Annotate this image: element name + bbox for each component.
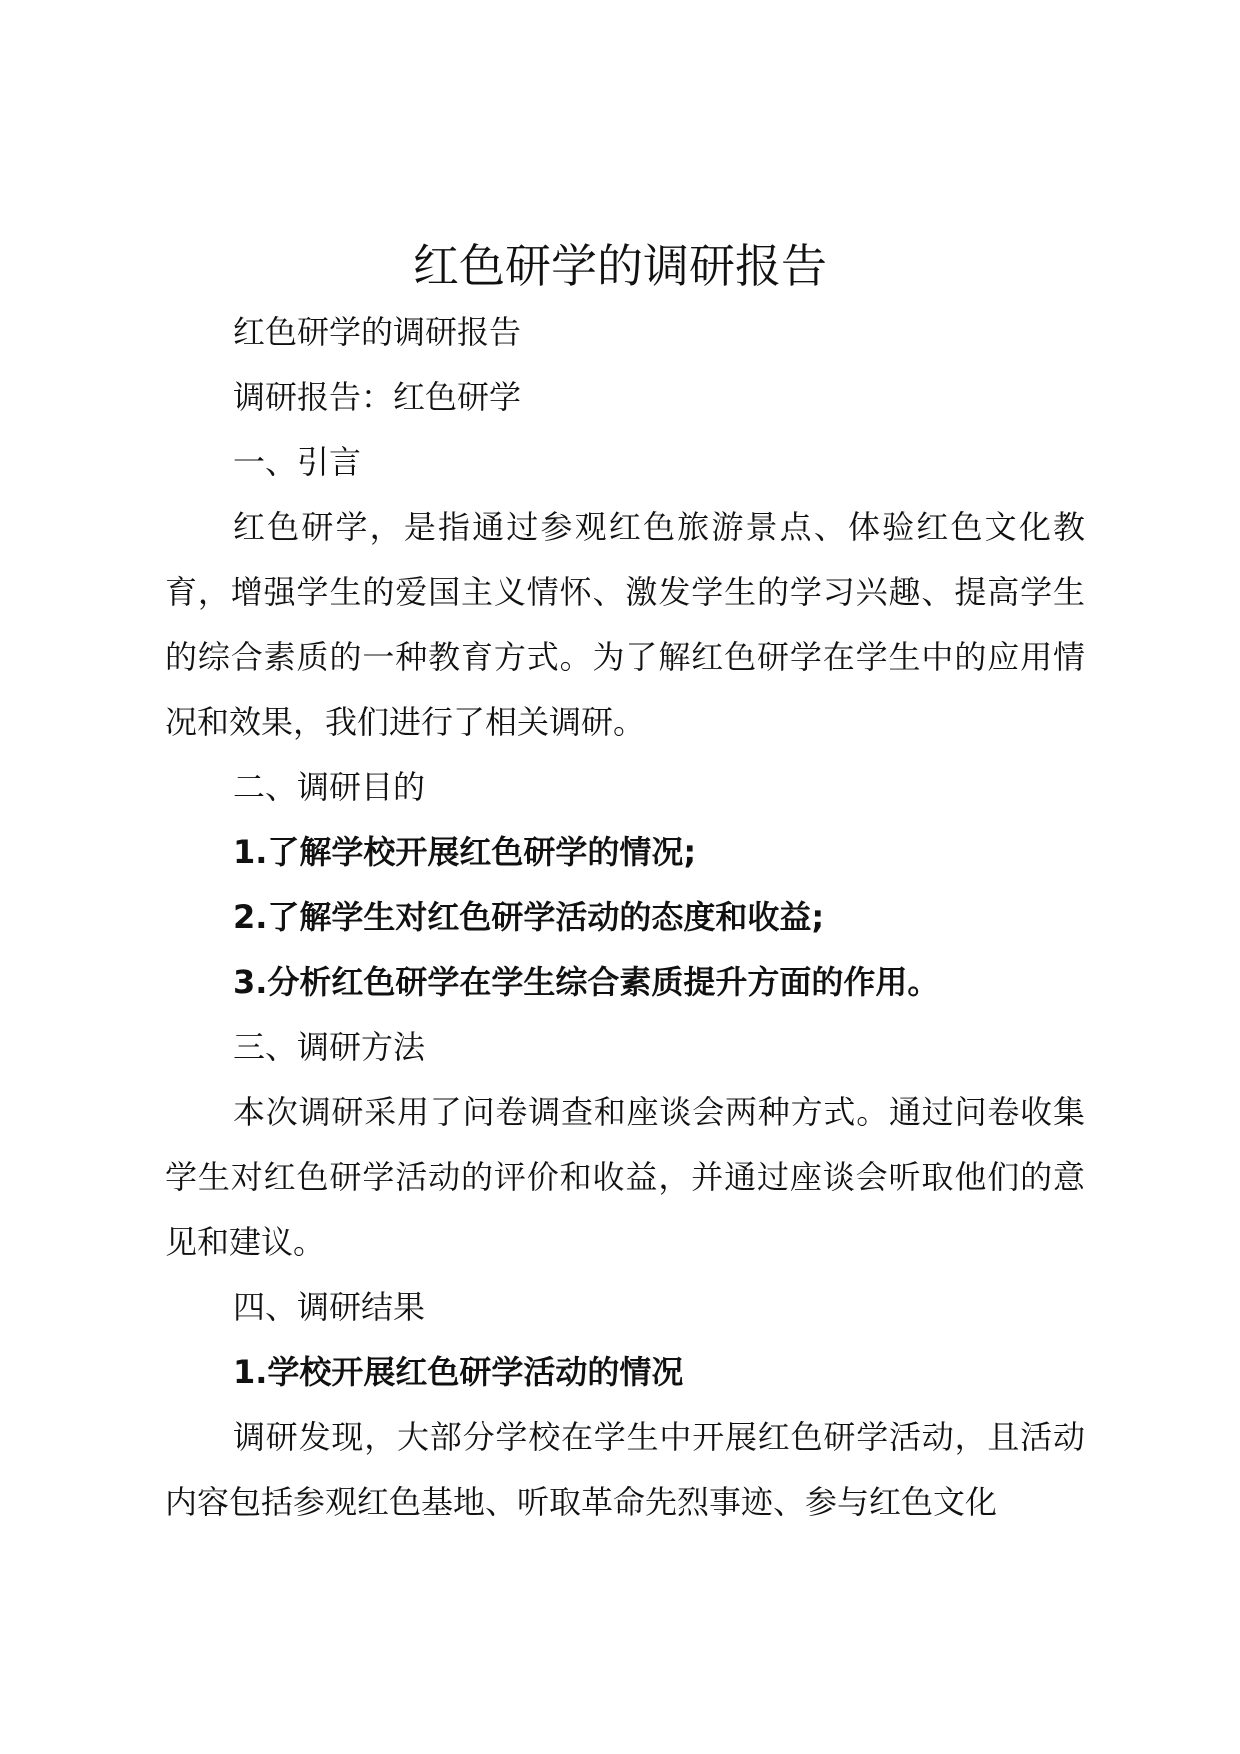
section-heading-results: 四、调研结果 [233, 1288, 426, 1326]
section-heading-introduction: 一、引言 [233, 443, 362, 481]
paragraph-results-1: 调研发现，大部分学校在学生中开展红色研学活动，且活动内容包括参观红色基地、听取革命先烈事迹、参与红色文化 [165, 1418, 1085, 1521]
purpose-item-1: 1.了解学校开展红色研学的情况; [233, 833, 697, 871]
purpose-item-2: 2.了解学生对红色研学活动的态度和收益; [233, 898, 825, 936]
section-heading-method: 三、调研方法 [233, 1028, 426, 1066]
paragraph-subtitle: 红色研学的调研报告 [233, 313, 522, 351]
results-subheading-1: 1.学校开展红色研学活动的情况 [233, 1353, 684, 1391]
paragraph-report-heading: 调研报告：红色研学 [233, 378, 522, 416]
paragraph-method: 本次调研采用了问卷调查和座谈会两种方式。通过问卷收集学生对红色研学活动的评价和收益，并通过座谈会听取他们的意见和建议。 [165, 1093, 1085, 1261]
section-heading-purpose: 二、调研目的 [233, 768, 426, 806]
paragraph-introduction: 红色研学，是指通过参观红色旅游景点、体验红色文化教育，增强学生的爱国主义情怀、激发学生的学习兴趣、提高学生的综合素质的一种教育方式。为了解红色研学在学生中的应用情况和效果，我们进行了相关调研。 [165, 508, 1085, 741]
document-title: 红色研学的调研报告 [413, 239, 827, 293]
document-body [165, 300, 1085, 1535]
purpose-item-3: 3.分析红色研学在学生综合素质提升方面的作用。 [233, 963, 940, 1001]
